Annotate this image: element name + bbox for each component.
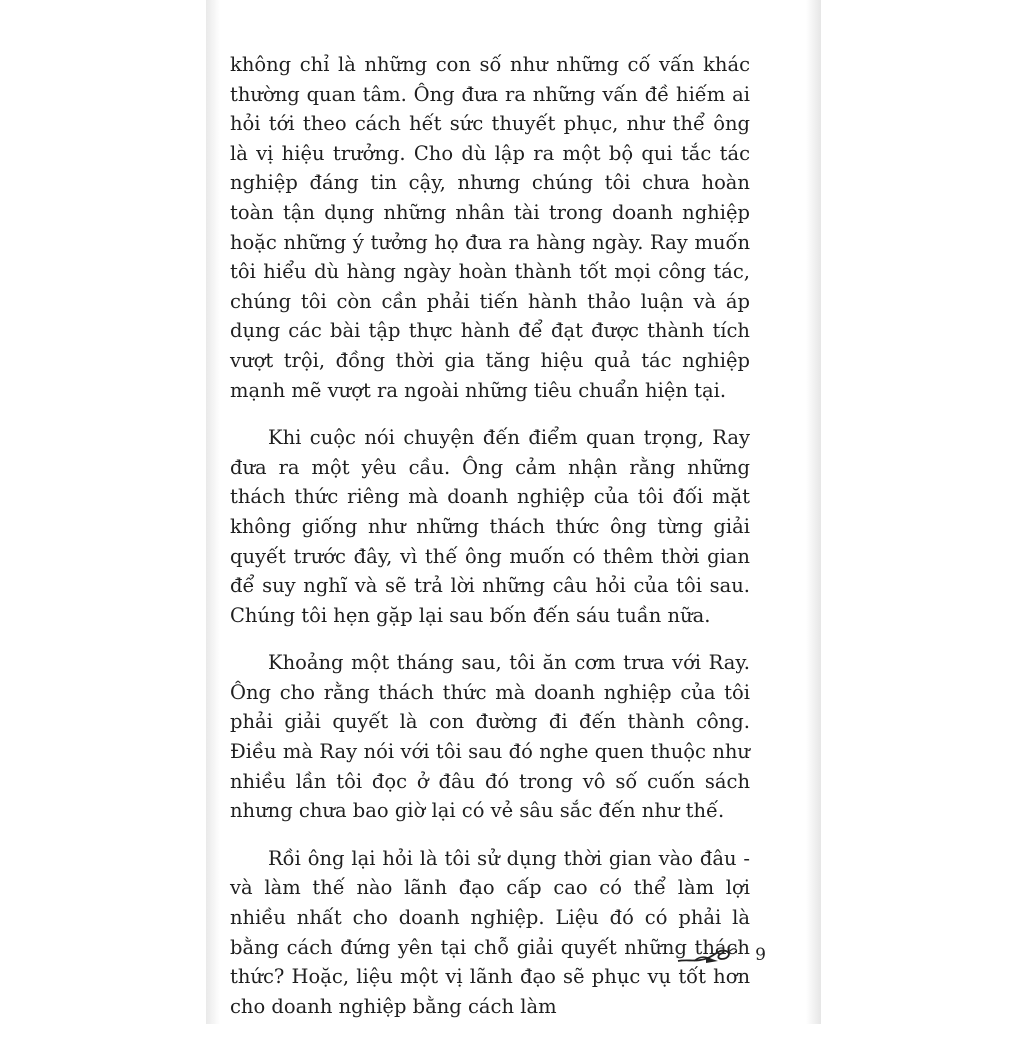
paragraph-2: Khi cuộc nói chuyện đến điểm quan trọng, Ray đưa ra một yêu cầu. Ông cảm nhận rằng những thách thức riêng mà doanh nghiệp của tôi đối mặt không giống như những thách thức ông từng giải quyết trước đây, vì thế ông muốn có thêm thời gian để suy nghĩ và sẽ trả lời những câu hỏi của tôi sau. Chúng tôi hẹn gặp lại sau bốn đến sáu tuần nữa. [230, 426, 750, 627]
paragraph-4: Rồi ông lại hỏi là tôi sử dụng thời gian vào đâu - và làm thế nào lãnh đạo cấp cao có thể làm lợi nhiều nhất cho doanh nghiệp. Liệu đó có phải là bằng cách đứng yên tại chỗ giải quyết những thách thức? Hoặc, liệu một vị lãnh đạo sẽ phục vụ tốt hơn cho doanh nghiệp bằng cách làm [230, 846, 750, 1018]
paragraph-1: không chỉ là những con số như những cố vấn khác thường quan tâm. Ông đưa ra những vấn đề hiếm ai hỏi tới theo cách hết sức thuyết phục, như thể ông là vị hiệu trưởng. Cho dù lập ra một bộ qui tắc tác nghiệp đáng tin cậy, nhưng chúng tôi chưa hoàn toàn tận dụng những nhân tài trong doanh nghiệp hoặc những ý tưởng họ đưa ra hàng ngày. Ray muốn tôi hiểu dù hàng ngày hoàn thành tốt mọi công tác, chúng tôi còn cần phải tiến hành thảo luận và áp dụng các bài tập thực hành để đạt được thành tích vượt trội, đồng thời gia tăng hiệu quả tác nghiệp mạnh mẽ vượt ra ngoài những tiêu chuẩn hiện tại. [230, 53, 750, 402]
decorative-flourish-icon [676, 939, 744, 971]
page-footer [676, 935, 766, 971]
paragraph-3: Khoảng một tháng sau, tôi ăn cơm trưa với Ray. Ông cho rằng thách thức mà doanh nghiệp của tôi phải giải quyết là con đường đi đến thành công. Điều mà Ray nói với tôi sau đó nghe quen thuộc như nhiều lần tôi đọc ở đâu đó trong vô số cuốn sách nhưng chưa bao giờ lại có vẻ sâu sắc đến như thế. [230, 651, 750, 823]
page-body-text [230, 50, 750, 1039]
page-number: 9 [755, 945, 766, 965]
